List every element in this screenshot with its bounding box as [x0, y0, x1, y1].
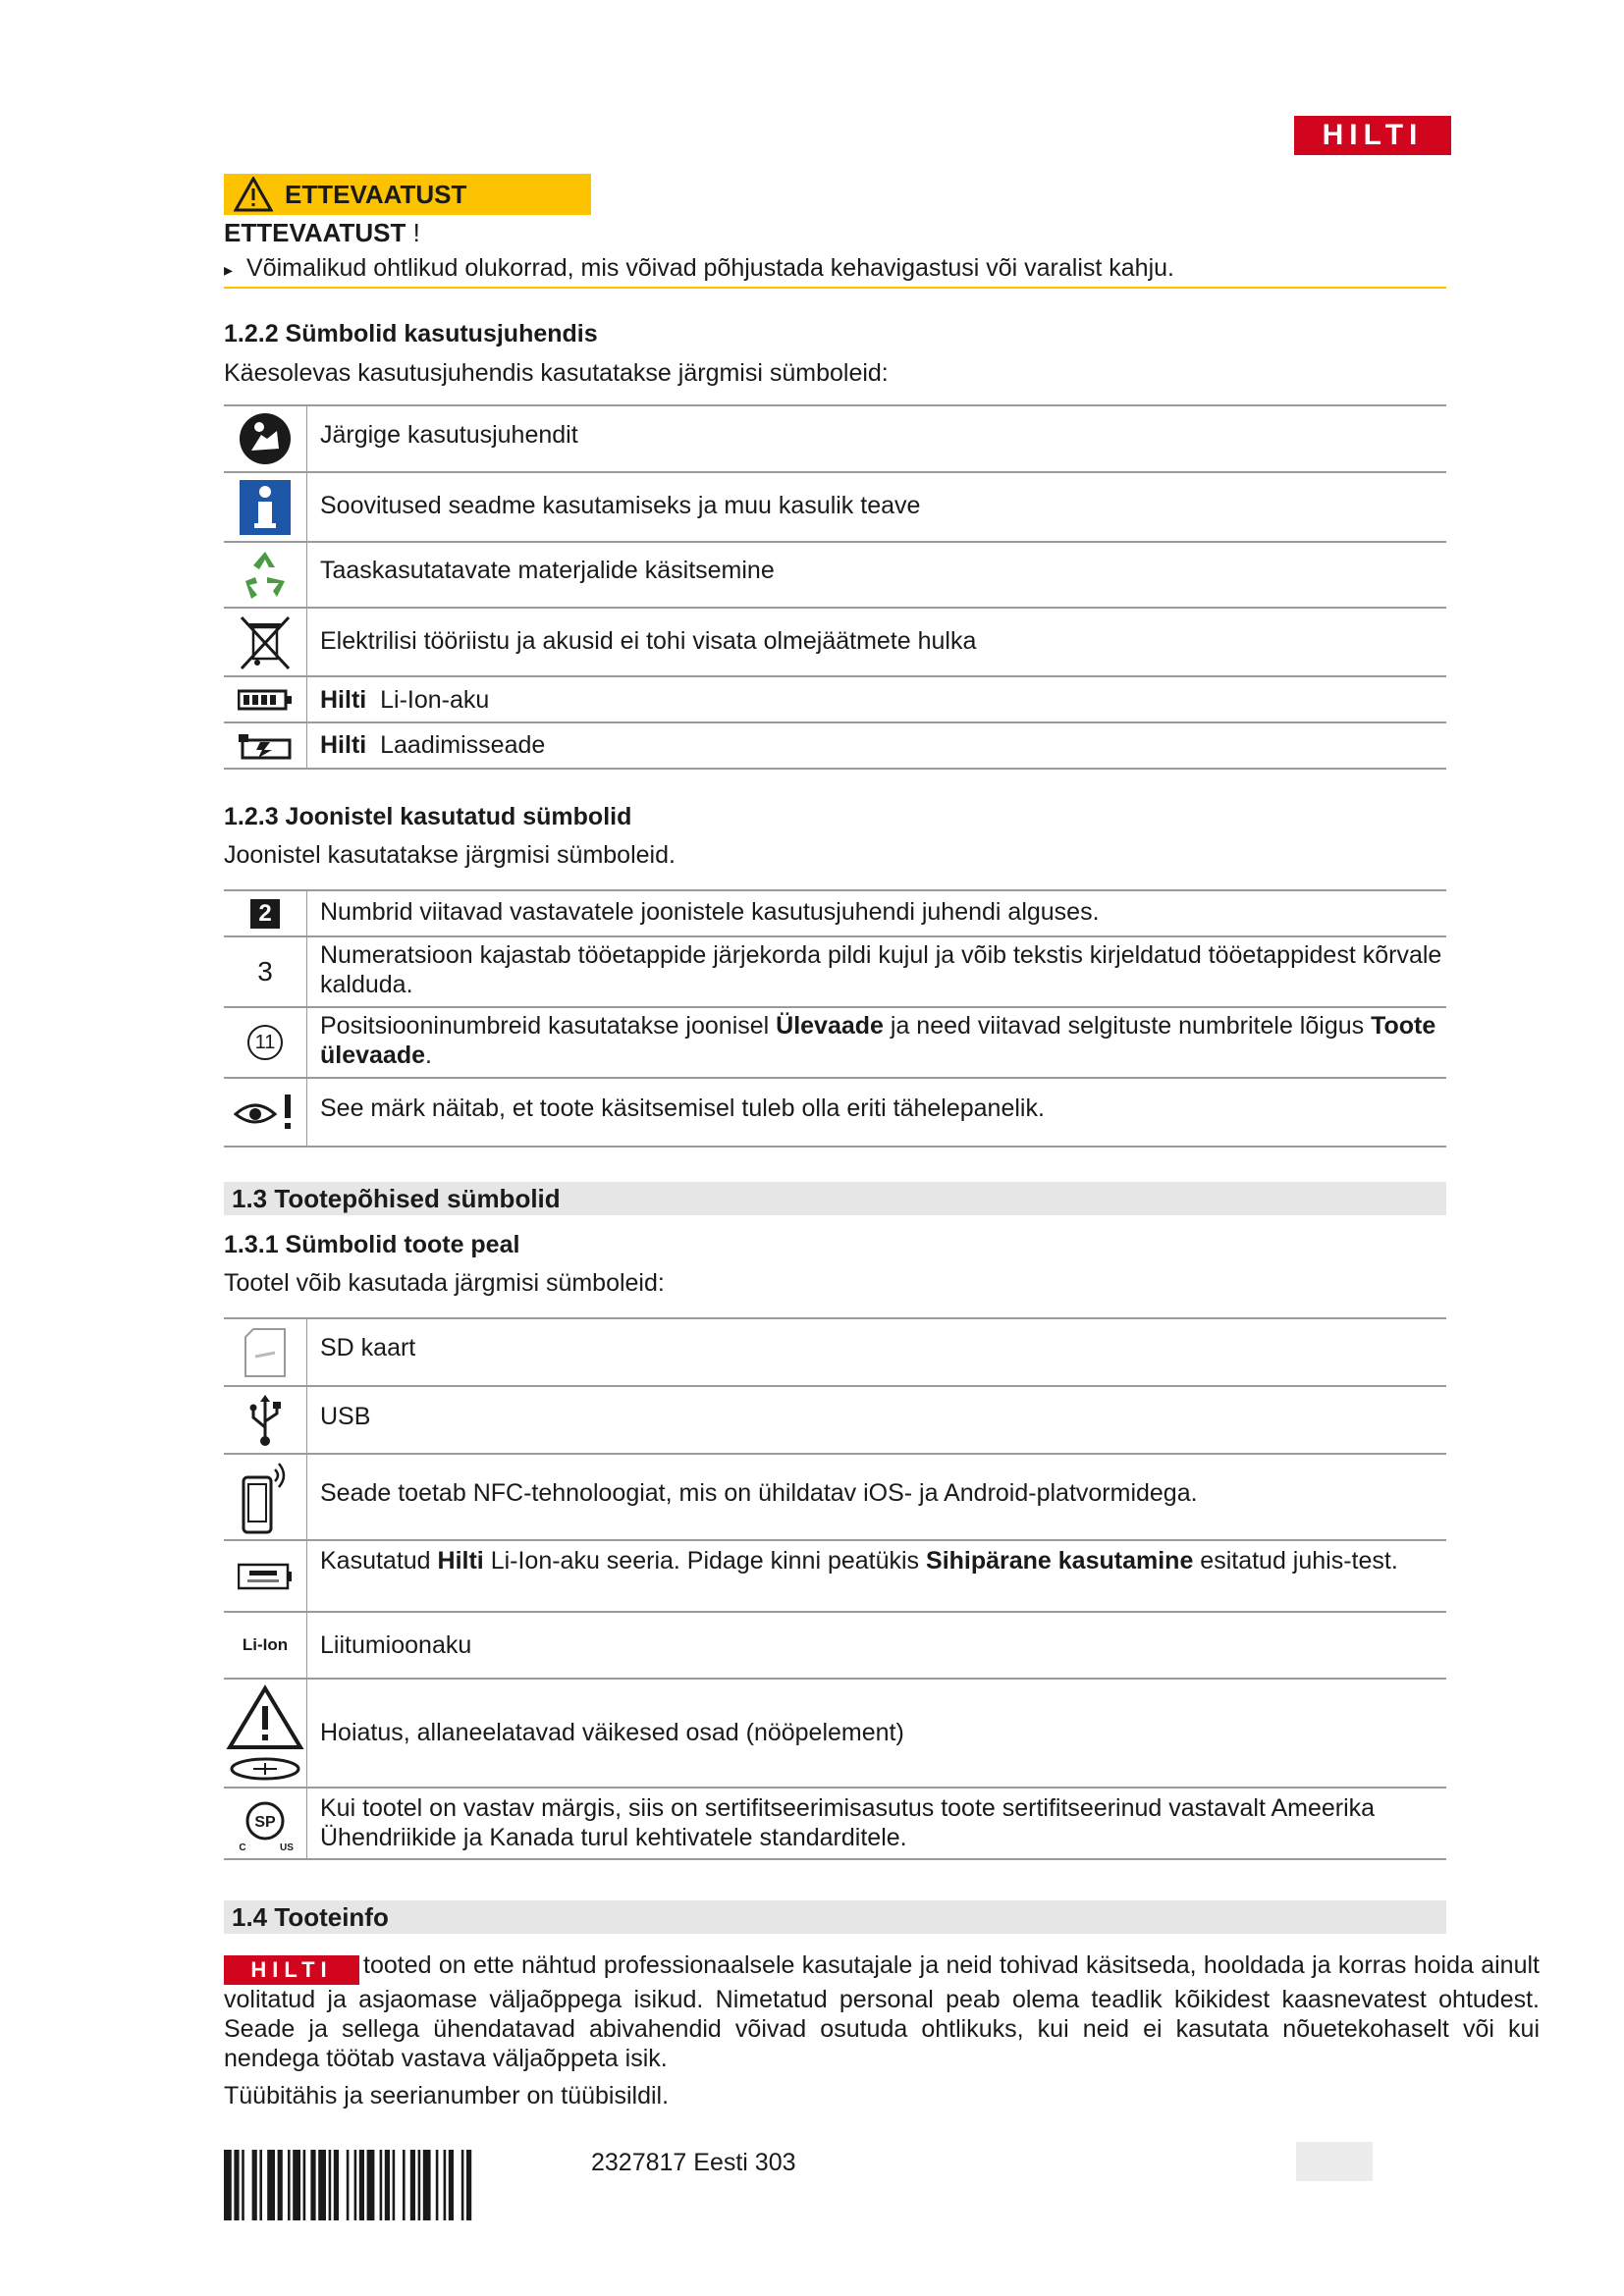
barcode-bar [423, 2150, 431, 2220]
hilti-logo: HILTI [1294, 116, 1451, 155]
barcode-bar [329, 2150, 332, 2220]
csa-c-label: C [239, 1842, 246, 1853]
battery-icon [238, 689, 293, 711]
li-ion-icon: Li-Ion [242, 1635, 289, 1654]
page-corner-box [1296, 2142, 1373, 2181]
barcode-bar [347, 2150, 350, 2220]
barcode-bar [224, 2150, 232, 2220]
barcode-bar [466, 2150, 471, 2220]
section-122-intro: Käesolevas kasutusjuhendis kasutatakse järgmisi sümboleid: [224, 359, 889, 387]
usb-icon [248, 1394, 282, 1447]
hilti-inline-logo: HILTI [224, 1955, 359, 1985]
symbol-row-text: Seade toetab NFC-tehnoloogiat, mis on ühildatav iOS- ja Android-platvormidega. [320, 1479, 1198, 1507]
product-info-type-line: Tüübitähis ja seerianumber on tüübisildil. [224, 2082, 670, 2109]
symbol-row-text: Numbrid viitavad vastavatele joonistele kasutusjuhendi juhendi alguses. [320, 898, 1100, 926]
barcode-bar [278, 2150, 283, 2220]
symbol-row-text: Elektrilisi tööriistu ja akusid ei tohi visata olmejäätmete hulka [320, 627, 977, 655]
barcode-bar [288, 2150, 291, 2220]
barcode-bar [293, 2150, 300, 2220]
symbol-row-text: Kui tootel on vastav märgis, siis on sertifitseerimisasutus toote sertifitseerinud vastavalt Ameerika Ühendriikide ja Kanada turul kehtivatele standarditele. [320, 1794, 1376, 1851]
figure-number-symbol: 2 [250, 899, 280, 929]
barcode-bar [318, 2150, 326, 2220]
csa-us-label: US [280, 1842, 294, 1853]
warning-triangle-icon [234, 177, 273, 212]
barcode-bar [444, 2150, 447, 2220]
symbol-row-text: USB [320, 1403, 371, 1430]
warning-badge [224, 174, 591, 215]
symbol-row-text: See märk näitab, et toote käsitsemisel tuleb olla eriti tähelepanelik. [320, 1095, 1045, 1122]
symbol-row-text: Hilti Li-Ion-aku [320, 686, 490, 714]
product-info-paragraph: HILTI tooted on ette nähtud professionaalsele kasutajale ja neid tohivad käsitseda, hooldada ja korras hoida ainult volitatud ja asjaomase väljaõppega isikud. Nimetatud personal peab olema teadlik kõikidest kaasnevatest ohtudest. Seade ja sellega ühendatavad abivahendid võivad osutuda ohtlikuks, kui neid ei kasutata nõuetekohaselt või kui nendega töötab vastava väljaõppeta isik. [224, 1951, 1540, 2072]
barcode-bar [380, 2150, 383, 2220]
symbol-row-text: Positsiooninumbreid kasutatakse joonisel Ülevaade ja need viitavad selgituste numbritele lõigus Toote ülevaade. [320, 1012, 1436, 1069]
footer-text: 2327817 Eesti 303 [591, 2149, 796, 2176]
symbol-row-text: Hoiatus, allaneelatavad väikesed osad (nööpelement) [320, 1719, 904, 1746]
barcode-bar [259, 2150, 262, 2220]
step-number-symbol: 3 [257, 956, 273, 987]
csa-mark-icon [237, 1793, 294, 1854]
barcode-bar [354, 2150, 357, 2220]
symbol-row-text: Liitumioonaku [320, 1631, 472, 1659]
info-icon [240, 480, 291, 535]
barcode-bar [418, 2150, 421, 2220]
barcode-bar [334, 2150, 339, 2220]
barcode-bar [385, 2150, 390, 2220]
crossed-bin-icon [238, 614, 293, 670]
symbol-row-text: Hilti Laadimisseade [320, 731, 546, 759]
section-14-heading: 1.4 Tooteinfo [232, 1901, 389, 1932]
attention-eye-icon [234, 1093, 297, 1132]
section-131-heading: 1.3.1 Sümbolid toote peal [224, 1231, 520, 1258]
section-122-heading: 1.2.2 Sümbolid kasutusjuhendis [224, 320, 598, 347]
barcode-bar [252, 2150, 257, 2220]
barcode-bar [410, 2150, 415, 2220]
symbol-row-text: Järgige kasutusjuhendit [320, 421, 578, 449]
section-13-heading: 1.3 Tootepõhised sümbolid [232, 1183, 561, 1213]
barcode-bar [310, 2150, 315, 2220]
barcode-bar [367, 2150, 375, 2220]
warning-badge-label: ETTEVAATUST [285, 179, 467, 209]
position-number-symbol: 11 [247, 1025, 283, 1060]
section-123-intro: Joonistel kasutatakse järgmisi sümboleid. [224, 841, 676, 869]
symbol-row-text: Soovitused seadme kasutamiseks ja muu kasulik teave [320, 492, 921, 519]
barcode-bar [303, 2150, 306, 2220]
barcode-bar [242, 2150, 244, 2220]
swallow-warning-icon [226, 1684, 304, 1783]
section-123-heading: 1.2.3 Joonistel kasutatud sümbolid [224, 803, 632, 830]
warning-heading: ETTEVAATUST ! [224, 218, 420, 247]
symbol-row-text: SD kaart [320, 1334, 416, 1362]
barcode-bar [393, 2150, 396, 2220]
warning-text: ▸ Võimalikud ohtlikud olukorrad, mis võivad põhjustada kehavigastusi või varalist kahju. [224, 254, 1174, 282]
read-manual-icon [238, 411, 293, 466]
nfc-phone-icon [238, 1458, 293, 1536]
barcode-bar [267, 2150, 275, 2220]
barcode-bar [461, 2150, 464, 2220]
battery-series-icon [238, 1563, 293, 1590]
symbol-row-text: Numeratsioon kajastab tööetappide järjekorda pildi kujul ja võib tekstis kirjeldatud tööetappidest kõrvale kalduda. [320, 941, 1442, 998]
charger-icon [237, 732, 294, 760]
barcode-bar [403, 2150, 406, 2220]
symbol-row-text: Kasutatud Hilti Li-Ion-aku seeria. Pidage kinni peatükis Sihipärane kasutamine esitatud juhis-test. [320, 1547, 1398, 1575]
recycle-icon [238, 548, 293, 603]
sd-card-icon [244, 1327, 287, 1378]
warning-divider [224, 287, 1446, 289]
section-14-bar [224, 1900, 1446, 1934]
symbol-row-text: Taaskasutatavate materjalide käsitsemine [320, 557, 775, 584]
section-131-intro: Tootel võib kasutada järgmisi sümboleid: [224, 1269, 665, 1297]
barcode-bar [234, 2150, 239, 2220]
barcode-bar [449, 2150, 454, 2220]
section-13-bar [224, 1182, 1446, 1215]
barcode-bar [436, 2150, 439, 2220]
csa-mark-text: SP [254, 1813, 276, 1831]
barcode [224, 2150, 564, 2220]
barcode-bar [359, 2150, 364, 2220]
